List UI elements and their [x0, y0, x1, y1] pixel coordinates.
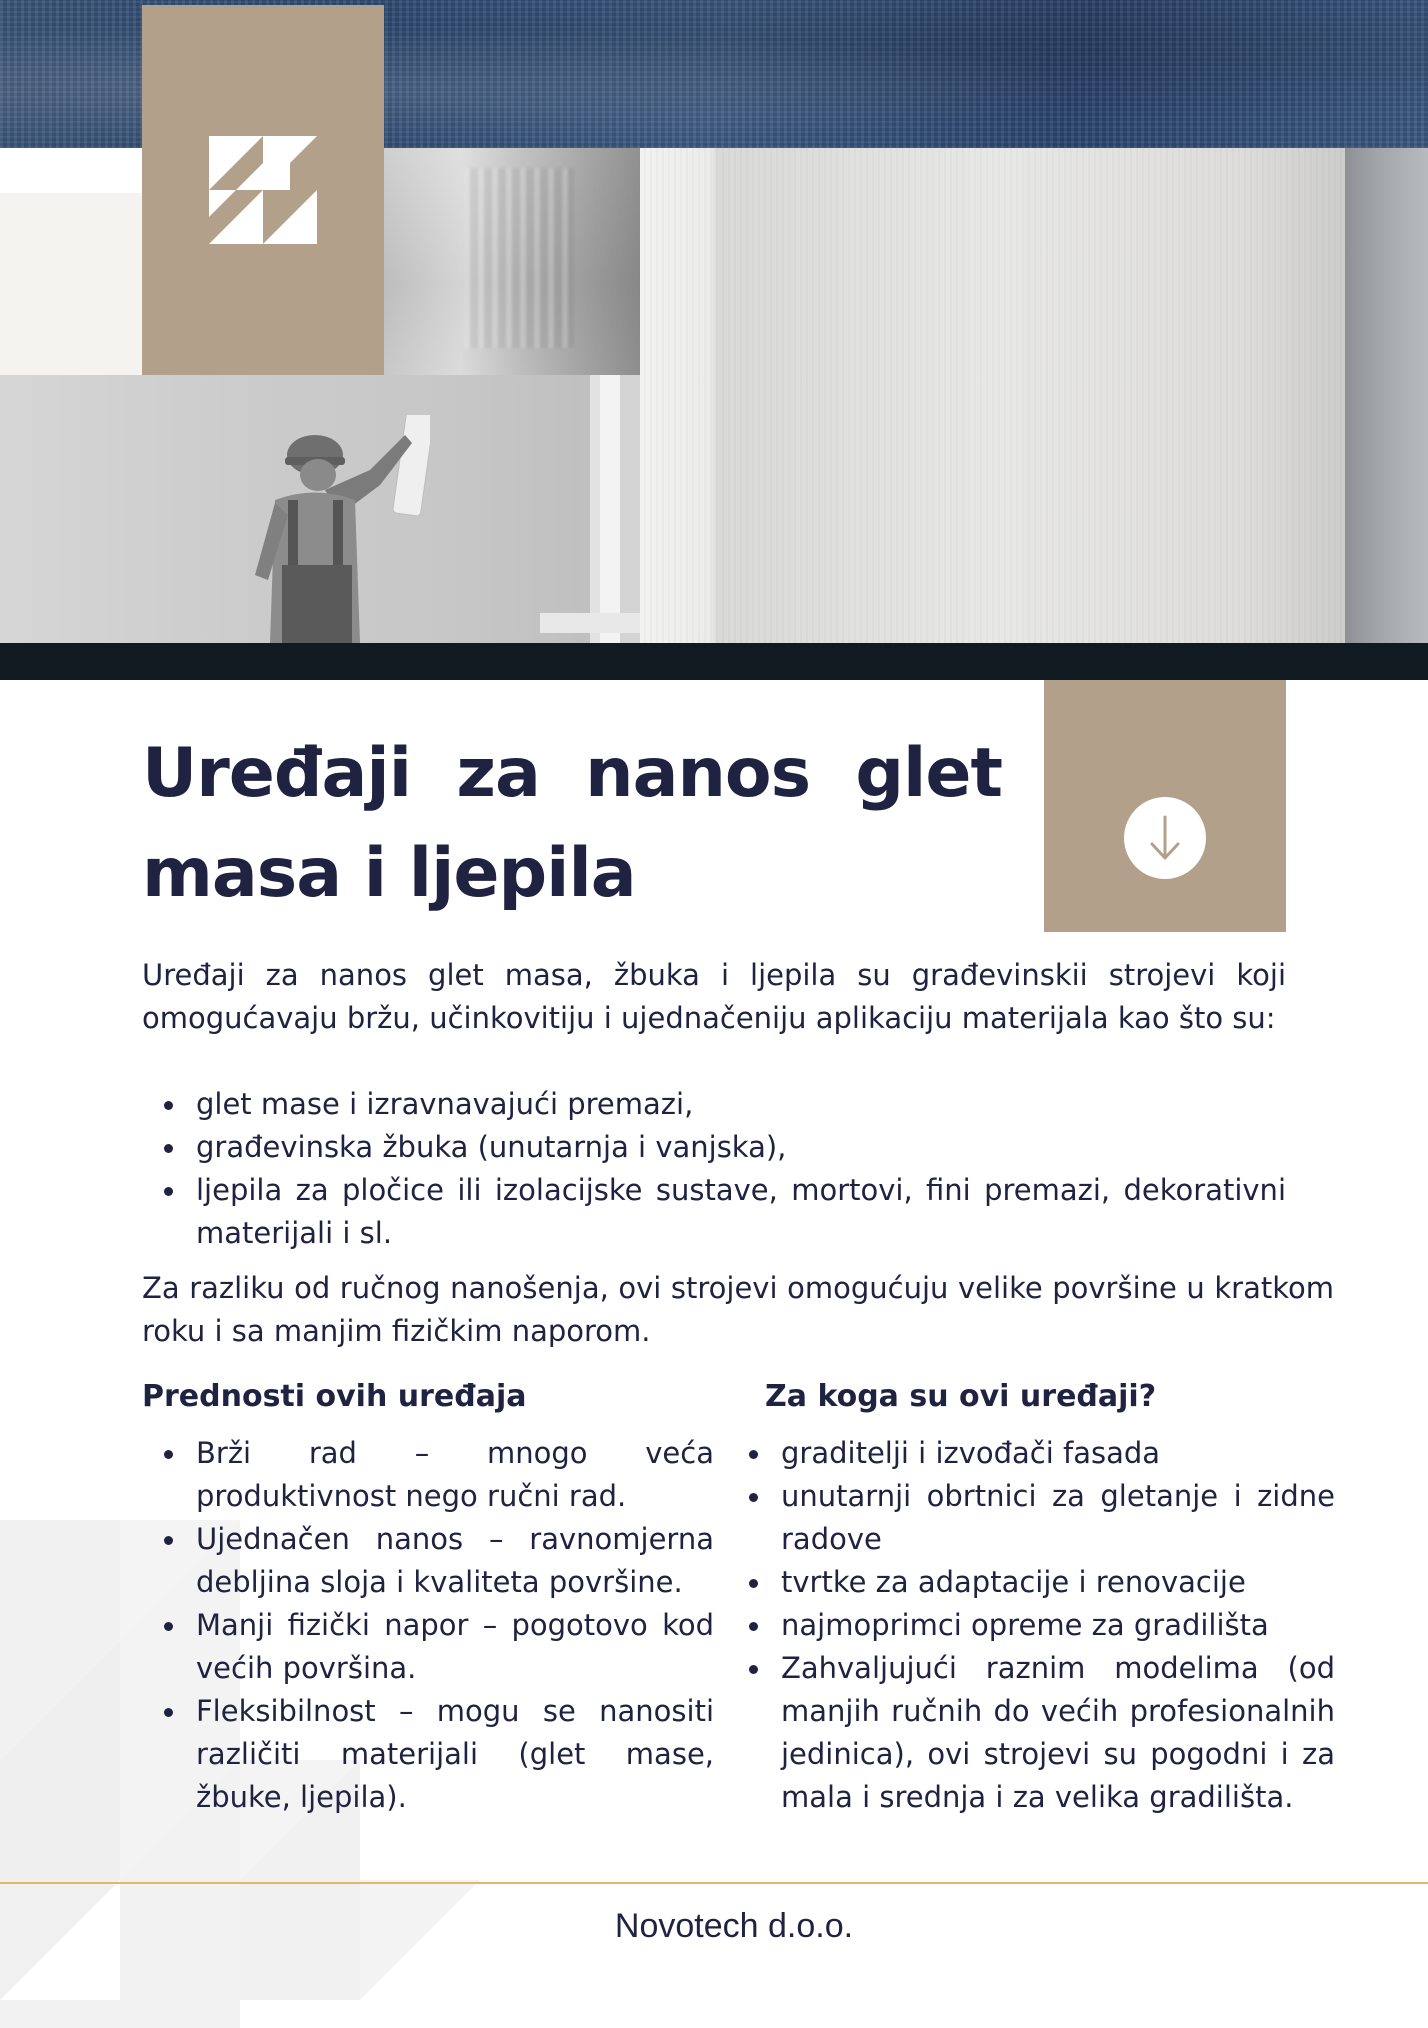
- worker-figure: [230, 415, 430, 643]
- list-item: ljepila za pločice ili izolacijske sustave, mortovi, fini premazi, dekorativni materijali i sl.: [142, 1169, 1286, 1255]
- list-item: najmoprimci opreme za gradilišta: [727, 1604, 1335, 1647]
- audience-list: [727, 1432, 1335, 1819]
- intro-paragraph: Uređaji za nanos glet masa, žbuka i ljepila su građevinskii strojevi koji omogućavaju bržu, učinkovitiju i ujednačeniju aplikaciju materijala kao što su:: [142, 958, 1286, 1035]
- list-item: tvrtke za adaptacije i renovacije: [727, 1561, 1335, 1604]
- list-item: građevinska žbuka (unutarnja i vanjska),: [142, 1126, 1286, 1169]
- geometric-triangles-logo-icon: [209, 136, 317, 244]
- list-item: graditelji i izvođači fasada: [727, 1432, 1335, 1475]
- wall-shadow-edge: [1345, 148, 1428, 643]
- list-item: Zahvaljujući raznim modelima (od manjih ručnih do većih profesionalnih jedinica), ovi strojevi su pogodni i za mala i srednja i za velika gradilišta.: [727, 1647, 1335, 1819]
- scroll-down-button[interactable]: [1124, 797, 1206, 879]
- title-word: glet: [855, 734, 1002, 813]
- window-sill: [540, 613, 640, 633]
- footer-company-name: Novotech d.o.o.: [614, 1907, 854, 1945]
- footer-divider: [0, 1882, 1428, 1884]
- hero-collage: [0, 0, 1428, 680]
- list-item: Ujednačen nanos – ravnomjerna debljina sloja i kvaliteta površine.: [142, 1518, 714, 1604]
- title-word: Uređaji: [142, 734, 412, 813]
- logo-panel: [142, 5, 384, 375]
- plastered-wall-image: [384, 148, 640, 375]
- list-item: glet mase i izravnavajući premazi,: [142, 1083, 1286, 1126]
- worker-plastering-image: [0, 375, 640, 643]
- advantages-list: [142, 1432, 714, 1819]
- title-line-1: [142, 724, 1002, 824]
- materials-list: [142, 1083, 1286, 1255]
- title-word: za: [456, 734, 540, 813]
- title-line-2: masa i ljepila: [142, 834, 636, 913]
- audience-heading: Za koga su ovi uređaji?: [765, 1379, 1157, 1414]
- offwhite-panel: [0, 193, 142, 375]
- list-item: Brži rad – mnogo veća produktivnost nego ručni rad.: [142, 1432, 714, 1518]
- title-word: nanos: [585, 734, 811, 813]
- advantages-heading: Prednosti ovih uređaja: [142, 1379, 527, 1414]
- comparison-paragraph: Za razliku od ručnog nanošenja, ovi strojevi omogućuju velike površine u kratkom roku i sa manjim fizičkim naporom.: [142, 1271, 1334, 1348]
- scroll-down-panel: [1044, 680, 1286, 932]
- white-smooth-wall-image: [640, 148, 1345, 643]
- page-title: [142, 724, 1012, 924]
- list-item: Manji fizički napor – pogotovo kod većih površina.: [142, 1604, 714, 1690]
- list-item: Fleksibilnost – mogu se nanositi različiti materijali (glet mase, žbuke, ljepila).: [142, 1690, 714, 1819]
- arrow-down-icon: [1145, 813, 1185, 863]
- window-frame: [590, 375, 640, 643]
- dark-divider-band: [0, 643, 1428, 680]
- list-item: unutarnji obrtnici za gletanje i zidne radove: [727, 1475, 1335, 1561]
